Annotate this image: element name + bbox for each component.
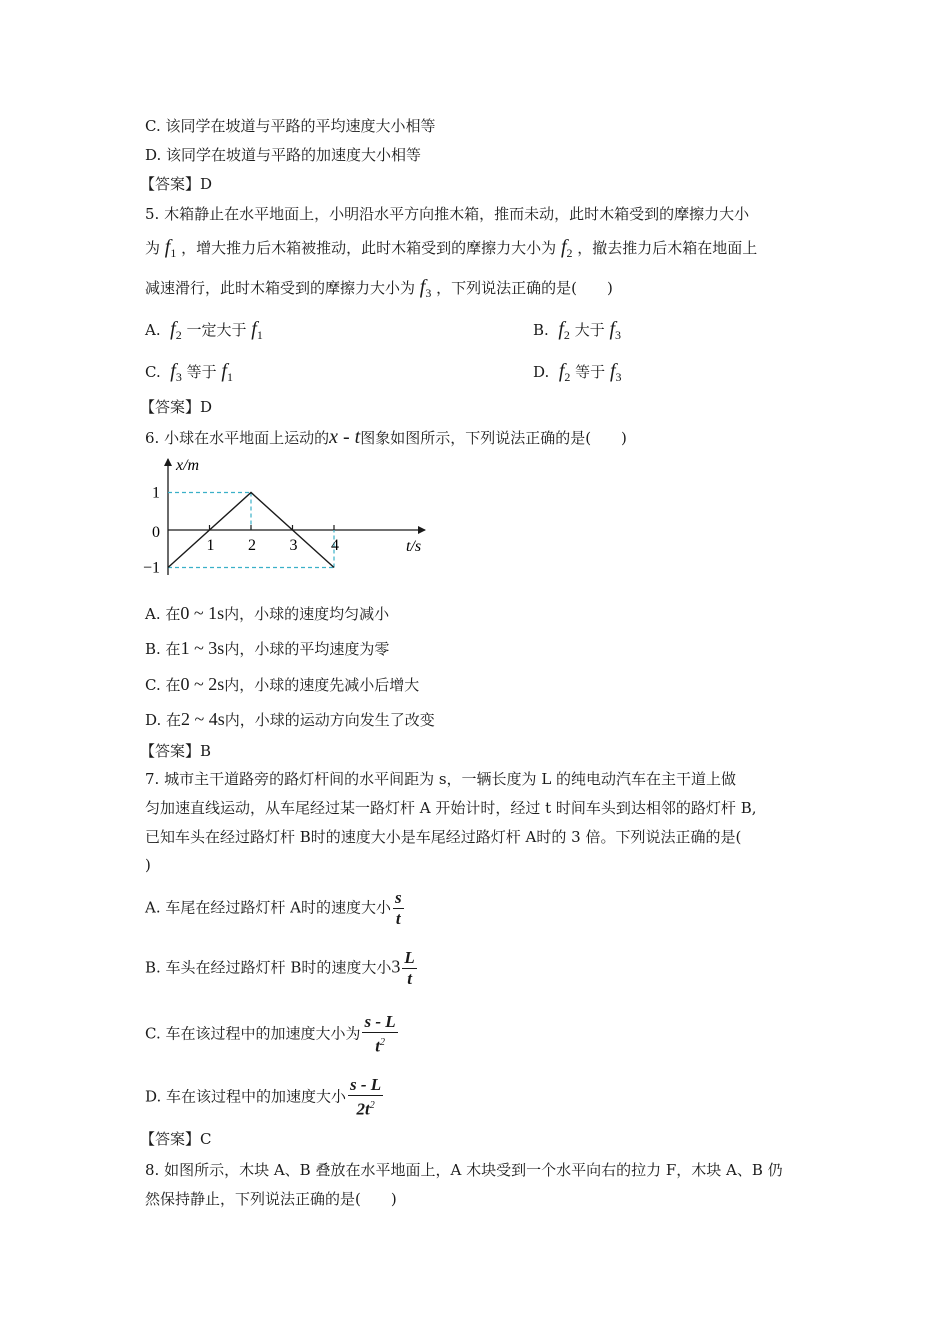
- q5-option-c: C. $f_3$ 等于 $f_1$: [145, 360, 233, 384]
- y-tick-label: 1: [152, 484, 160, 502]
- q6-option-c: C. 在0 ~ 2s内，小球的速度先减小后增大: [145, 674, 420, 694]
- q5-stem-line1: 5. 木箱静止在水平地面上，小明沿水平方向推木箱，推而未动，此时木箱受到的摩擦力大小: [145, 205, 750, 223]
- x-tick-label: 2: [248, 537, 256, 554]
- q7-stem-line1: 7. 城市主干道路旁的路灯杆间的水平间距为 s，一辆长度为 L 的纯电动汽车在主干道上做: [145, 770, 737, 788]
- y-tick-label: 0: [152, 524, 160, 541]
- q8-stem-line1: 8. 如图所示，木块 A、B 叠放在水平地面上，A 木块受到一个水平向右的拉力 F，木块 A、B 仍: [145, 1161, 783, 1179]
- y-tick-label: −1: [142, 559, 160, 577]
- x-tick-label: 4: [331, 537, 339, 554]
- q5-option-b: B. $f_2$ 大于 $f_3$: [533, 318, 622, 342]
- fraction: $\frac{s - L}{t^2}$: [364, 1012, 396, 1056]
- q4-option-c: C. 该同学在坡道与平路的平均速度大小相等: [145, 117, 436, 135]
- q4-option-d: D. 该同学在坡道与平路的加速度大小相等: [145, 146, 422, 164]
- q7-option-b: B. 车头在经过路灯杆 B时的速度大小3 $\frac{L}{t}$: [145, 948, 415, 988]
- fraction: $\frac{s}{t}$: [394, 888, 402, 928]
- q6-option-a: A. 在0 ~ 1s内，小球的速度均匀减小: [145, 603, 390, 623]
- q6-stem: 6. 小球在水平地面上运动的x - t图象如图所示，下列说法正确的是( ): [145, 426, 627, 448]
- f2-symbol: $f_2$: [560, 236, 573, 260]
- f3-symbol: $f_3$: [419, 276, 432, 300]
- q5-stem-line3: 减速滑行，此时木箱受到的摩擦力大小为 $f_3$ ，下列说法正确的是( ): [145, 276, 613, 300]
- q7-answer: 【答案】C: [140, 1130, 212, 1148]
- fraction: $\frac{s - L}{2t^2}$: [350, 1075, 382, 1119]
- fraction: $\frac{L}{t}$: [404, 948, 415, 988]
- q7-option-d: D. 车在该过程中的加速度大小 $\frac{s - L}{2t^2}$: [145, 1075, 382, 1119]
- x-tick-label: 3: [289, 537, 298, 554]
- x-t-graph: [140, 455, 440, 583]
- y-axis-label: x/m: [176, 457, 200, 474]
- q7-stem-line4: ): [145, 856, 151, 874]
- q6-option-b: B. 在1 ~ 3s内，小球的平均速度为零: [145, 638, 390, 658]
- q7-option-c: C. 车在该过程中的加速度大小为 $\frac{s - L}{t^2}$: [145, 1012, 396, 1056]
- q5-stem-line2: 为 $f_1$ ，增大推力后木箱被推动，此时木箱受到的摩擦力大小为 $f_2$ ，撤去推力后木箱在地面上: [145, 236, 758, 260]
- q4-answer: 【答案】D: [140, 175, 213, 193]
- q5-option-d: D. $f_2$ 等于 $f_3$: [533, 360, 622, 384]
- q8-stem-line2: 然保持静止，下列说法正确的是( ): [145, 1190, 397, 1208]
- q7-stem-line3: 已知车头在经过路灯杆 B时的速度大小是车尾经过路灯杆 A时的 3 倍。下列说法正确的是(: [145, 828, 742, 846]
- q6-answer: 【答案】B: [140, 742, 212, 760]
- q7-option-a: A. 车尾在经过路灯杆 A时的速度大小 $\frac{s}{t}$: [145, 888, 402, 928]
- f1-symbol: $f_1$: [164, 236, 177, 260]
- q5-option-a: A. $f_2$ 一定大于 $f_1$: [145, 318, 263, 342]
- x-axis-label: t/s: [406, 538, 422, 555]
- x-tick-label: 1: [206, 537, 215, 554]
- q5-answer: 【答案】D: [140, 398, 213, 416]
- q6-option-d: D. 在2 ~ 4s内，小球的运动方向发生了改变: [145, 709, 435, 729]
- q7-stem-line2: 匀加速直线运动，从车尾经过某一路灯杆 A 开始计时，经过 t 时间车头到达相邻的路灯杆 B,: [145, 799, 757, 817]
